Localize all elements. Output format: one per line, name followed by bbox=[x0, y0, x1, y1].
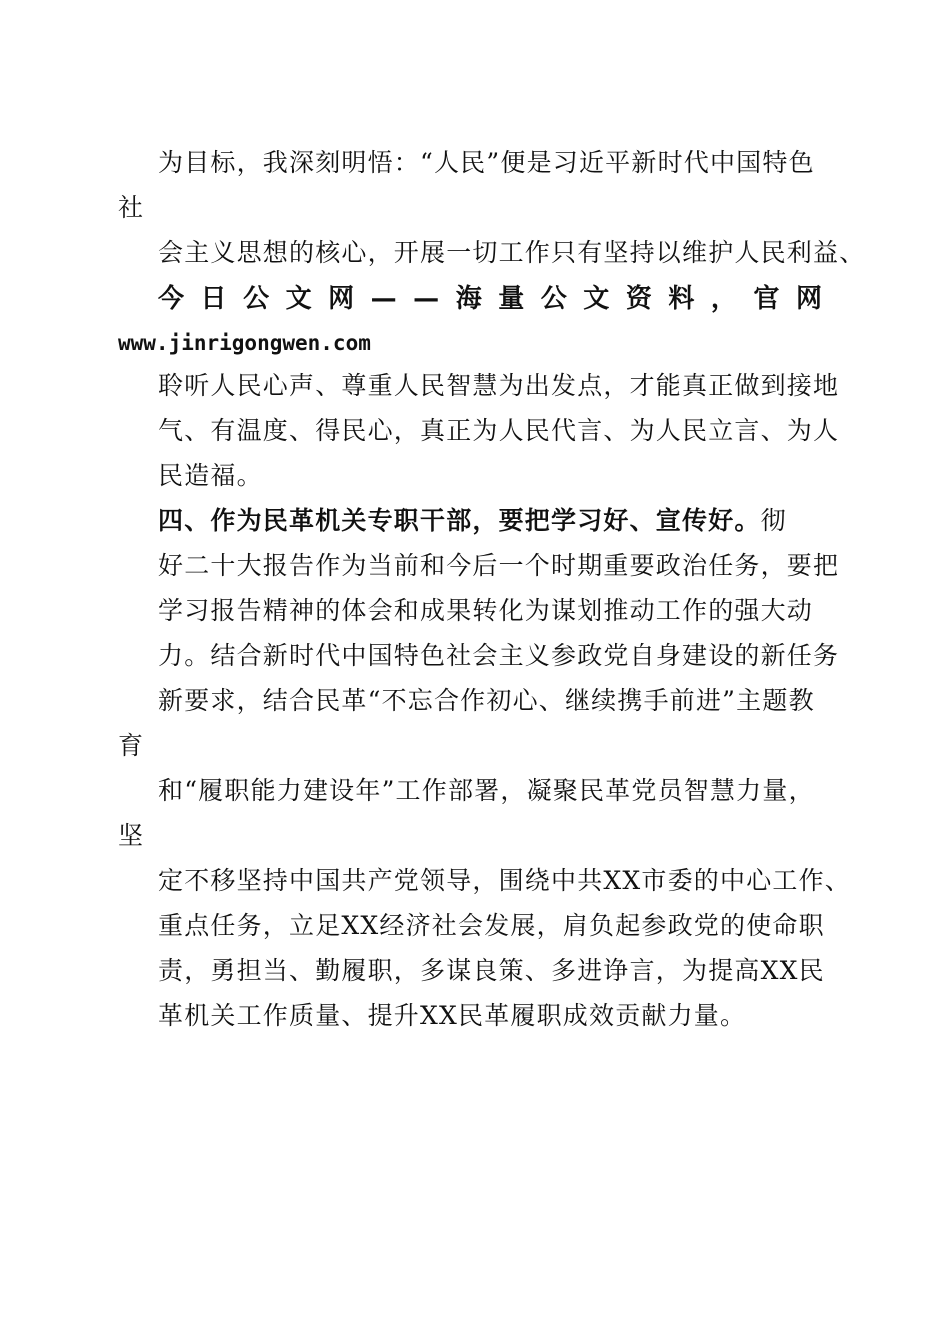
section-heading-line bbox=[158, 506, 787, 536]
paragraph-line: 新要求，结合民革“不忘合作初心、继续携手前进”主题教 bbox=[158, 686, 815, 715]
paragraph-line: 责，勇担当、勤履职，多谋良策、多进诤言，为提高XX民 bbox=[158, 956, 825, 985]
paragraph-line: 育 bbox=[118, 731, 145, 760]
banner-char: 海 bbox=[455, 284, 482, 314]
site-banner bbox=[158, 283, 822, 315]
paragraph-line: 坚 bbox=[118, 821, 145, 850]
banner-char: 文 bbox=[583, 284, 610, 314]
banner-char: 网 bbox=[328, 284, 355, 314]
banner-char: — bbox=[370, 284, 397, 314]
site-url: www.jinrigongwen.com bbox=[118, 331, 371, 355]
paragraph-line: 和“履职能力建设年”工作部署，凝聚民革党员智慧力量， bbox=[158, 776, 815, 805]
paragraph-line: 好二十大报告作为当前和今后一个时期重要政治任务，要把 bbox=[158, 551, 840, 580]
paragraph-line: 革机关工作质量、提升XX民革履职成效贡献力量。 bbox=[158, 1001, 747, 1030]
section-heading-tail: 彻 bbox=[760, 506, 787, 535]
banner-char: 日 bbox=[200, 284, 227, 314]
paragraph-line: 力。结合新时代中国特色社会主义参政党自身建设的新任务 bbox=[158, 641, 840, 670]
banner-char: 料 bbox=[668, 284, 695, 314]
paragraph-line: 社 bbox=[118, 193, 145, 222]
section-heading: 四、作为民革机关专职干部，要把学习好、宣传好。 bbox=[158, 506, 761, 535]
banner-char: 公 bbox=[540, 284, 567, 314]
paragraph-line: 为目标，我深刻明悟：“人民”便是习近平新时代中国特色 bbox=[158, 148, 815, 177]
banner-char: 今 bbox=[158, 284, 185, 314]
banner-char: 量 bbox=[498, 284, 525, 314]
banner-char: 公 bbox=[243, 284, 270, 314]
paragraph-line: 气、有温度、得民心，真正为人民代言、为人民立言、为人 bbox=[158, 416, 840, 445]
paragraph-line: 定不移坚持中国共产党领导，围绕中共XX市委的中心工作、 bbox=[158, 866, 851, 895]
paragraph-line: 重点任务，立足XX经济社会发展，肩负起参政党的使命职 bbox=[158, 911, 825, 940]
paragraph-line: 学习报告精神的体会和成果转化为谋划推动工作的强大动 bbox=[158, 596, 814, 625]
banner-char: 网 bbox=[795, 284, 822, 314]
banner-char: 官 bbox=[753, 284, 780, 314]
paragraph-line: 会主义思想的核心，开展一切工作只有坚持以维护人民利益、 bbox=[158, 238, 866, 267]
banner-char: ， bbox=[710, 284, 737, 314]
banner-char: — bbox=[413, 284, 440, 314]
paragraph-line: 民造福。 bbox=[158, 461, 263, 490]
banner-char: 文 bbox=[285, 284, 312, 314]
paragraph-line: 聆听人民心声、尊重人民智慧为出发点，才能真正做到接地 bbox=[158, 371, 840, 400]
banner-char: 资 bbox=[625, 284, 652, 314]
